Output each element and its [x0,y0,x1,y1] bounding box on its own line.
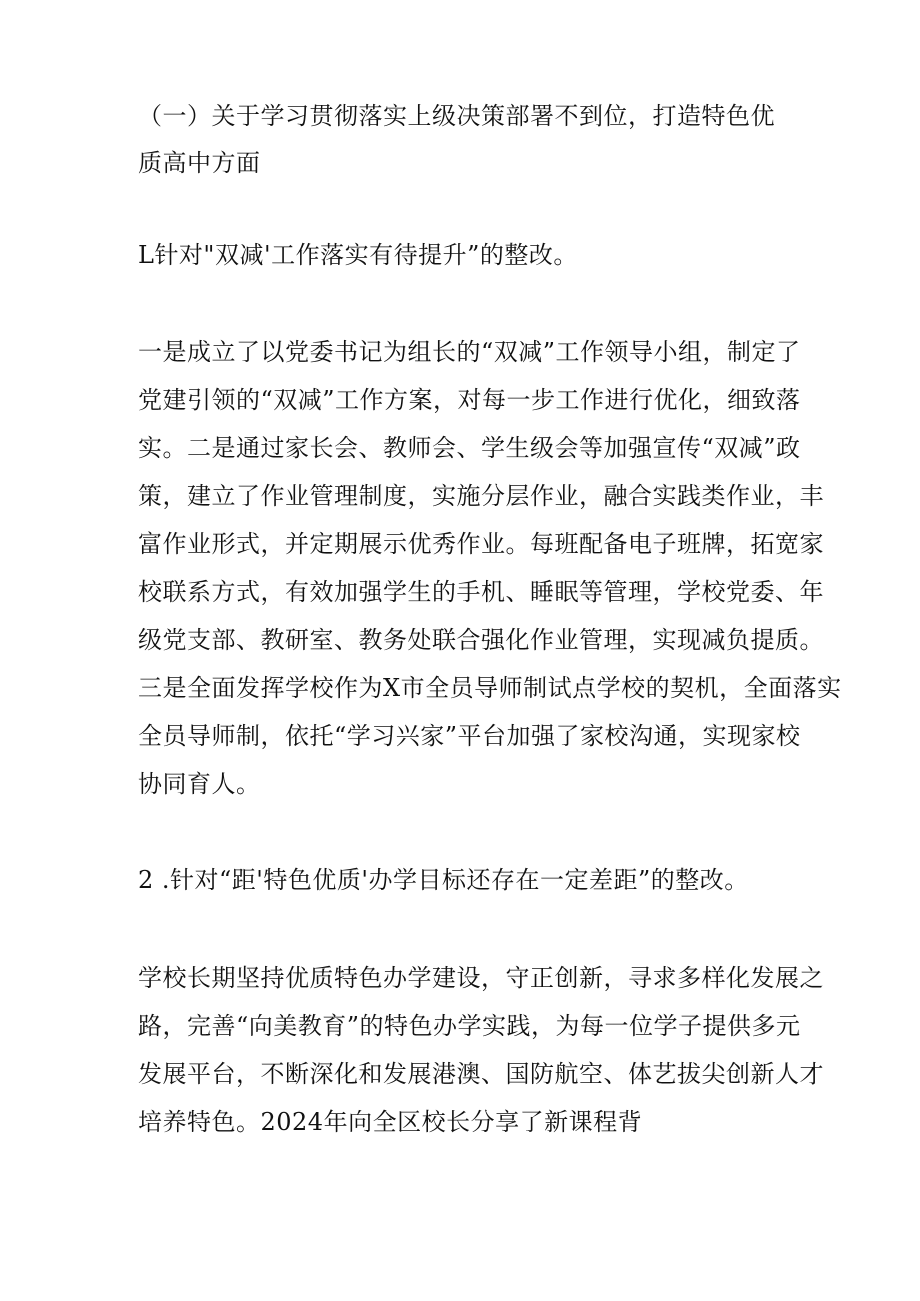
item-2-body-line: 路，完善“向美教育”的特色办学实践，为每一位学子提供多元 [138,1012,801,1040]
item-1-body-line: 全员导师制，依托“学习兴家”平台加强了家校沟通，实现家校 [138,722,801,750]
section-heading-line-1: （一）关于学习贯彻落实上级决策部署不到位，打造特色优 [138,102,775,130]
item-1-body-line: 校联系方式，有效加强学生的手机、睡眠等管理，学校党委、年 [138,578,824,606]
item-1-body-line: 策，建立了作业管理制度，实施分层作业，融合实践类作业，丰 [138,482,824,510]
item-2-body-line: 培养特色。2024年向全区校长分享了新课程背 [138,1108,643,1136]
item-2-heading: 2 .针对“距'特色优质'办学目标还存在一定差距”的整改。 [138,866,749,894]
item-2-body-line: 发展平台，不断深化和发展港澳、国防航空、体艺拔尖创新人才 [138,1060,824,1088]
item-1-body-line: 三是全面发挥学校作为X市全员导师制试点学校的契机，全面落实 [138,674,842,702]
item-1-body-line: 富作业形式，并定期展示优秀作业。每班配备电子班牌，拓宽家 [138,530,824,558]
item-2-body-line: 学校长期坚持优质特色办学建设，守正创新，寻求多样化发展之 [138,964,824,992]
item-1-body-line: 一是成立了以党委书记为组长的“双减”工作领导小组，制定了 [138,338,801,366]
item-1-body-line: 党建引领的“双减”工作方案，对每一步工作进行优化，细致落 [138,386,801,414]
item-1-body-line: 实。二是通过家长会、教师会、学生级会等加强宣传“双减”政 [138,434,801,462]
item-1-body-line: 协同育人。 [138,770,261,798]
section-heading-line-2: 质高中方面 [138,149,261,177]
item-1-body-line: 级党支部、教研室、教务处联合强化作业管理，实现减负提质。 [138,626,824,654]
item-1-heading: L针对"双减'工作落实有待提升”的整改。 [138,241,578,269]
